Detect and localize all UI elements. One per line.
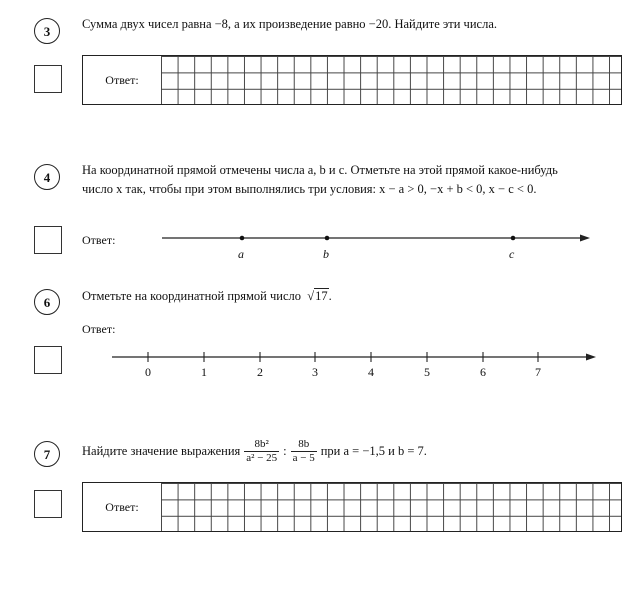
question-number-3: 3 [34,18,60,44]
question-number-7: 7 [34,441,60,467]
score-box-3 [34,65,62,93]
question-number-6: 6 [34,289,60,315]
answer-label-4: Ответ: [82,233,116,247]
answer-cells[interactable] [161,483,621,531]
point-a [240,236,245,241]
radicand: 17 [315,289,328,303]
q6-text-before: Отметьте на координатной прямой число [82,289,302,303]
fraction-2 [291,438,317,465]
fraction-1 [244,438,279,465]
sqrt-expression: √17 [304,289,328,303]
fraction-2-numerator: 8b [298,438,310,450]
question-4-line-2: число x так, чтобы при этом выполнялись три условия: x − a > 0, −x + b < 0, x − c < 0. [82,182,537,196]
score-box-4 [34,226,62,254]
score-box-6 [34,346,62,374]
score-box-7 [34,490,62,518]
division-colon: : [283,444,287,458]
fraction-1-denominator: a² − 25 [246,452,278,464]
tick-label-7: 7 [535,365,541,379]
question-6-text [82,289,332,304]
answer-label: Ответ: [105,72,139,87]
question-4-line-1: На координатной прямой отмечены числа a, b и c. Отметьте на этой прямой какое-нибудь [82,163,558,177]
answer-cells[interactable] [161,56,621,104]
tick-label-5: 5 [424,365,430,379]
q7-text-before: Найдите значение выражения [82,444,241,458]
tick-label-0: 0 [145,365,151,379]
point-b [325,236,330,241]
point-label-b: b [323,247,329,261]
tick-label-6: 6 [480,365,486,379]
fraction-1-numerator: 8b² [254,438,269,450]
question-number-4: 4 [34,164,60,190]
point-label-a: a [238,247,244,261]
answer-label: Ответ: [105,499,139,514]
tick-label-1: 1 [201,365,207,379]
number-line-4[interactable] [150,228,600,268]
answer-label-6: Ответ: [82,322,116,336]
answer-grid-3[interactable] [82,55,622,105]
question-7-text [82,438,427,465]
tick-label-3: 3 [312,365,318,379]
fraction-2-denominator: a − 5 [292,452,315,464]
answer-grid-7[interactable] [82,482,622,532]
number-line-6[interactable] [100,348,610,368]
q7-text-after: при a = −1,5 и b = 7. [320,444,427,458]
point-label-c: c [509,247,515,261]
point-c [511,236,516,241]
question-3-text: Сумма двух чисел равна −8, а их произведение равно −20. Найдите эти числа. [82,17,497,31]
q6-text-after: . [328,289,332,303]
tick-label-2: 2 [257,365,263,379]
tick-label-4: 4 [368,365,374,379]
